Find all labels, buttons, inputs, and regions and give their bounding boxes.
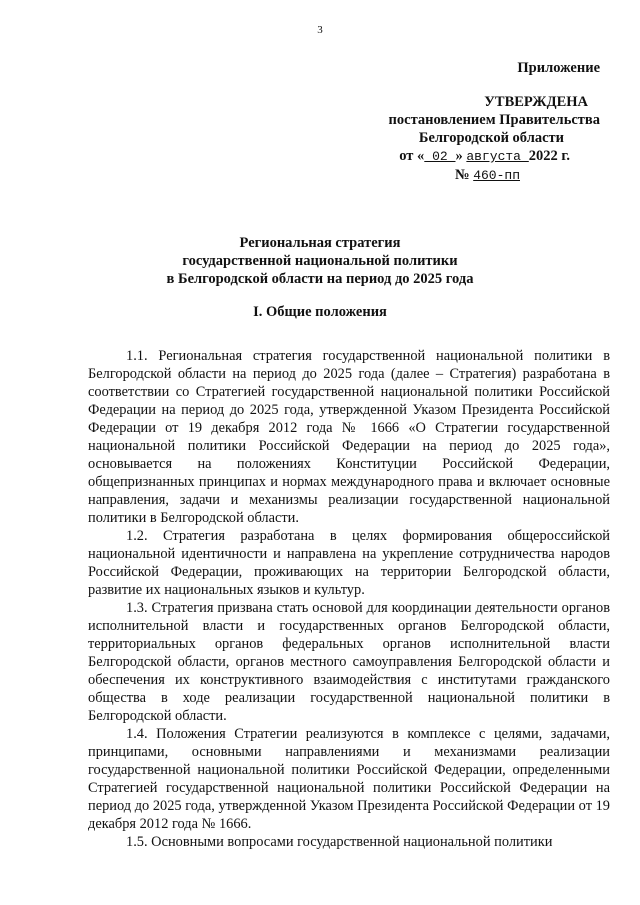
- title-line-1: Региональная стратегия: [239, 235, 401, 251]
- approval-number: [300, 166, 600, 185]
- page-number: 3: [317, 24, 323, 36]
- number-prefix: №: [454, 167, 470, 183]
- approval-date: [300, 147, 600, 166]
- body-text: [88, 347, 610, 851]
- approved-word: УТВЕРЖДЕНА: [484, 94, 588, 110]
- date-prefix: от «: [399, 148, 425, 164]
- paragraph-1-2: 1.2. Стратегия разработана в целях формирования общероссийской национальной идентичности и направлена на укрепление сотрудничества народов Российской Федерации, проживающих на территории Белгородской области, развитие их национальных языков и культур.: [88, 528, 610, 598]
- paragraph-1-1: 1.1. Региональная стратегия государственной национальной политики в Белгородской области на период до 2025 года (далее – Стратегия) разработана в соответствии со Стратегией государственной национальной политики Российской Федерации на период до 2025 года, утвержденной Указом Президента Российской Федерации от 19 декабря 2012 года № 1666 «О Стратегии государственной национальной политики Российской Федерации на период до 2025 года», основывается на положениях Конституции Российской Федерации, общепризнанных принципах и нормах международного права и включает основные направления, задачи и механизмы реализации государственной национальной политики в Белгородской области.: [88, 348, 610, 526]
- paragraph-1-3: 1.3. Стратегия призвана стать основой для координации деятельности органов исполнительной власти и государственных органов Белгородской области, территориальных органов федеральных органов исполнительной власти Белгородской области, органов местного самоуправления Белгородской области и обеспечения их конструктивного взаимодействия с институтами гражданского общества в ходе реализации государственной национальной политики в Белгородской области.: [88, 600, 610, 724]
- document-title: [40, 234, 600, 288]
- number-value: 460-пп: [473, 168, 520, 183]
- date-day: 02: [424, 149, 456, 164]
- section-heading: I. Общие положения: [253, 304, 387, 320]
- approval-line-region: Белгородской области: [418, 130, 564, 146]
- paragraph-1-4: 1.4. Положения Стратегии реализуются в комплексе с целями, задачами, принципами, основными направлениями и механизмами реализации государственной национальной политики Российской Федерации, определенными Стратегией государственной национальной политики Российской Федерации на период до 2025 года, утвержденной Указом Президента Российской Федерации от 19 декабря 2012 года № 1666.: [88, 726, 610, 832]
- paragraph-1-5: 1.5. Основными вопросами государственной национальной политики: [126, 834, 553, 850]
- approval-line-government: постановлением Правительства: [388, 112, 600, 128]
- title-line-3: в Белгородской области на период до 2025 года: [166, 271, 474, 287]
- date-month: августа: [466, 149, 529, 164]
- approval-stamp: [300, 93, 600, 185]
- date-year: 2022 г.: [528, 148, 570, 164]
- date-mid: »: [455, 148, 467, 164]
- annex-label: Приложение: [517, 60, 600, 76]
- title-line-2: государственной национальной политики: [182, 253, 458, 269]
